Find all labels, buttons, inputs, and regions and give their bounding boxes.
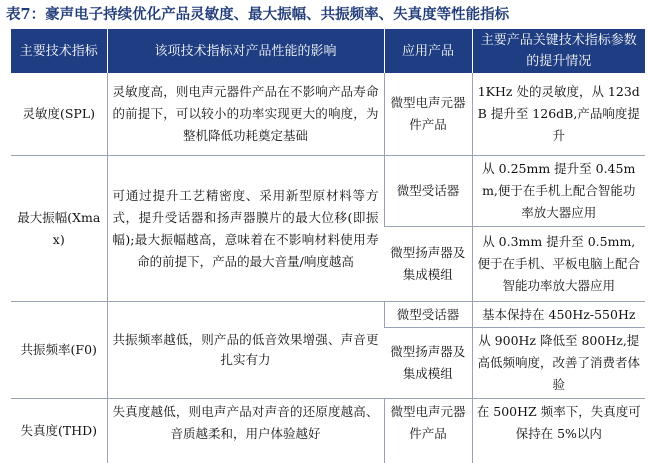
- improvement-cell: 从 0.25mm 提升至 0.45mm,便于在手机上配合智能功率放大器应用: [472, 156, 645, 227]
- application-cell: 微型电声元器件产品: [384, 399, 472, 463]
- application-cell: 微型扬声器及集成模组: [384, 328, 472, 399]
- application-cell: 微型受话器: [384, 156, 472, 227]
- improvement-cell: 从 900Hz 降低至 800Hz,提高低频响度，改善了消费者体验: [472, 328, 645, 399]
- table-row: [11, 399, 645, 463]
- table-row: [11, 156, 645, 227]
- header-metric: 主要技术指标: [11, 29, 107, 73]
- improvement-cell: 基本保持在 450Hz-550Hz: [472, 302, 645, 328]
- table-title: 表7：豪声电子持续优化产品灵敏度、最大振幅、共振频率、失真度等性能指标: [6, 2, 509, 28]
- impact-cell: 可通过提升工艺精密度、采用新型原材料等方式，提升受话器和扬声器膜片的最大位移(即振幅);最大振幅越高，意味着在不影响材料使用寿命的前提下，产品的最大音量/响度越高: [107, 156, 384, 302]
- metric-cell: 失真度(THD): [11, 399, 107, 463]
- metric-cell: 共振频率(F0): [11, 302, 107, 399]
- header-impact: 该项技术指标对产品性能的影响: [107, 29, 384, 73]
- application-cell: 微型受话器: [384, 302, 472, 328]
- impact-cell: 失真度越低，则电声产品对声音的还原度越高、音质越柔和，用户体验越好: [107, 399, 384, 463]
- impact-cell: 共振频率越低，则产品的低音效果增强、声音更扎实有力: [107, 302, 384, 399]
- application-cell: 微型扬声器及集成模组: [384, 227, 472, 302]
- table-row: [11, 302, 645, 328]
- application-cell: 微型电声元器件产品: [384, 73, 472, 156]
- metric-cell: 灵敏度(SPL): [11, 73, 107, 156]
- table-row: [11, 73, 645, 156]
- performance-metrics-table: [11, 29, 645, 463]
- metric-cell: 最大振幅(Xmax): [11, 156, 107, 302]
- improvement-cell: 在 500HZ 频率下，失真度可保持在 5%以内: [472, 399, 645, 463]
- table-header-row: [11, 29, 645, 73]
- header-improvement: 主要产品关键技术指标参数的提升情况: [472, 29, 645, 73]
- impact-cell: 灵敏度高，则电声元器件产品在不影响产品寿命的前提下，可以较小的功率实现更大的响度，为整机降低功耗奠定基础: [107, 73, 384, 156]
- improvement-cell: 1KHz 处的灵敏度，从 123dB 提升至 126dB,产品响度提升: [472, 73, 645, 156]
- improvement-cell: 从 0.3mm 提升至 0.5mm,便于在手机、平板电脑上配合智能功率放大器应用: [472, 227, 645, 302]
- header-application: 应用产品: [384, 29, 472, 73]
